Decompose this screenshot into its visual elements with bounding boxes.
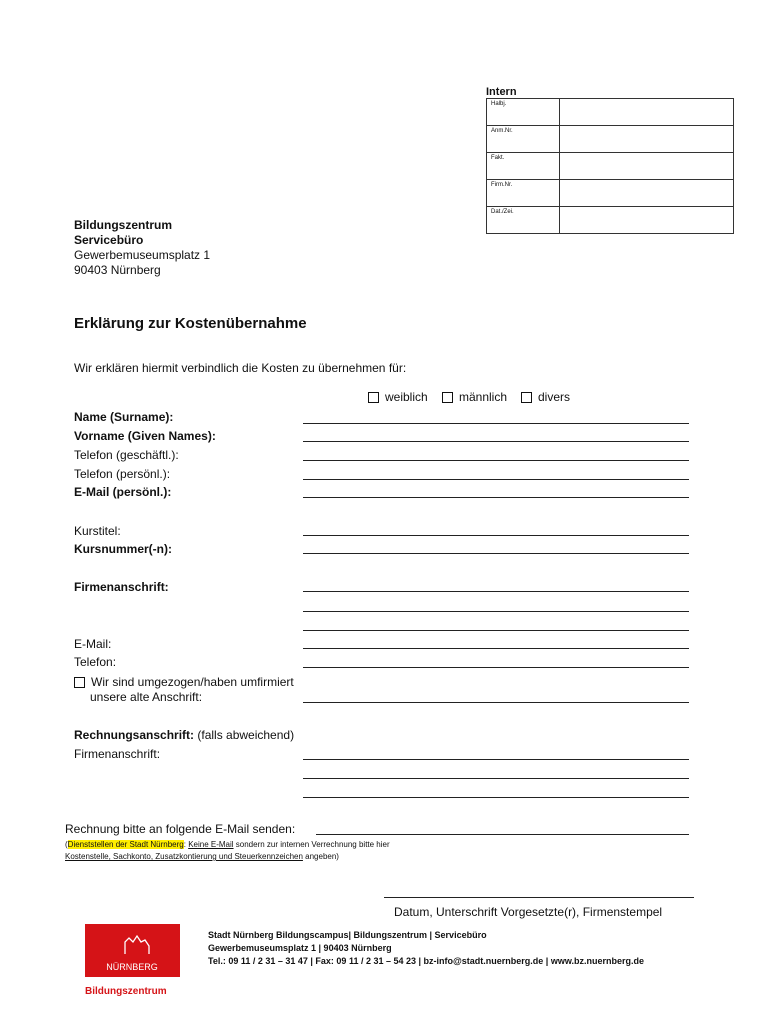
kurstitel-label: Kurstitel: [74, 524, 121, 538]
address-line1: Bildungszentrum [74, 218, 172, 232]
footer-line3: Tel.: 09 11 / 2 31 – 31 47 | Fax: 09 11 / 2 31 – 54 23 | bz-info@stadt.nuernberg.de | www.bz.nuernberg.de [208, 956, 644, 966]
note-underline: Kostenstelle, Sachkonto, Zusatzkontierung und Steuerkennzeichen [65, 852, 303, 861]
firmenanschrift-field-2[interactable] [303, 611, 689, 612]
firmenanschrift-field-3[interactable] [303, 630, 689, 631]
moved-option[interactable] [74, 675, 294, 689]
gender-female[interactable] [368, 390, 428, 404]
rechnungsanschrift-label: Rechnungsanschrift: [74, 728, 195, 742]
intern-value-cell[interactable] [560, 207, 734, 234]
intern-row [487, 207, 734, 234]
tel-private-label: Telefon (persönl.): [74, 467, 171, 481]
note-text: sondern zur internen Verrechnung bitte hier [233, 840, 390, 849]
firmenanschrift2-label: Firmenanschrift: [74, 747, 161, 761]
tel-work-label: Telefon (geschäftl.): [74, 448, 179, 462]
email-label: E-Mail: [74, 637, 112, 651]
intern-table [486, 98, 734, 234]
gender-female-label: weiblich [385, 390, 428, 404]
intern-row [487, 99, 734, 126]
email-private-label: E-Mail (persönl.): [74, 485, 172, 499]
logo-city-text: NÜRNBERG [106, 962, 158, 972]
address-line3: Gewerbemuseumsplatz 1 [74, 248, 211, 262]
intern-title: Intern [486, 86, 517, 98]
checkbox-icon[interactable] [74, 677, 85, 688]
moved-label: Wir sind umgezogen/haben umfirmiert [91, 675, 294, 689]
intern-label: Dat./Zei. [487, 207, 560, 234]
intern-value-cell[interactable] [560, 180, 734, 207]
nuernberg-logo [85, 924, 180, 977]
invoice-note-line2 [65, 852, 339, 861]
intern-row [487, 180, 734, 207]
intro-text: Wir erklären hiermit verbindlich die Kosten zu übernehmen für: [74, 361, 407, 375]
note-underline: Keine E-Mail [188, 840, 234, 849]
checkbox-icon[interactable] [521, 392, 532, 403]
rechnungsanschrift-note: (falls abweichend) [197, 728, 295, 742]
kursnummer-label: Kursnummer(-n): [74, 542, 172, 556]
vorname-field[interactable] [303, 441, 689, 442]
email-field[interactable] [303, 648, 689, 649]
note-highlight: Dienststellen der Stadt Nürnberg [67, 840, 184, 849]
name-field[interactable] [303, 423, 689, 424]
intern-label: Halbj. [487, 99, 560, 126]
intern-value-cell[interactable] [560, 153, 734, 180]
old-address-label: unsere alte Anschrift: [90, 690, 203, 704]
intern-label: Anm.Nr. [487, 126, 560, 153]
address-line2: Servicebüro [74, 233, 144, 247]
tel-work-field[interactable] [303, 460, 689, 461]
gender-male[interactable] [442, 390, 507, 404]
invoice-email-label: Rechnung bitte an folgende E-Mail senden: [65, 822, 296, 836]
gender-male-label: männlich [459, 390, 508, 404]
castle-icon [85, 924, 180, 977]
rechnung-address-field-3[interactable] [303, 797, 689, 798]
gender-diverse-label: divers [538, 390, 571, 404]
signature-field[interactable] [384, 897, 694, 898]
checkbox-icon[interactable] [442, 392, 453, 403]
invoice-email-field[interactable] [316, 834, 689, 835]
tel-private-field[interactable] [303, 479, 689, 480]
telefon-field[interactable] [303, 667, 689, 668]
telefon-label: Telefon: [74, 655, 117, 669]
vorname-label: Vorname (Given Names): [74, 429, 216, 443]
note-text: angeben) [302, 852, 339, 861]
invoice-note-line1: (Dienststellen der Stadt Nürnberg: Keine E-Mail sondern zur internen Verrechnung bitte hier [65, 840, 390, 849]
rechnung-address-field-2[interactable] [303, 778, 689, 779]
old-address-field[interactable] [303, 702, 689, 703]
form-title: Erklärung zur Kostenübernahme [74, 315, 307, 332]
intern-row [487, 126, 734, 153]
address-line4: 90403 Nürnberg [74, 263, 161, 277]
intern-label: Fakt. [487, 153, 560, 180]
firmenanschrift-field-1[interactable] [303, 591, 689, 592]
rechnung-address-field-1[interactable] [303, 759, 689, 760]
rechnungsanschrift-heading [74, 728, 294, 742]
intern-value-cell[interactable] [560, 126, 734, 153]
firmenanschrift-label: Firmenanschrift: [74, 580, 169, 594]
intern-value-cell[interactable] [560, 99, 734, 126]
logo-subtitle: Bildungszentrum [85, 986, 167, 997]
email-private-field[interactable] [303, 497, 689, 498]
signature-label: Datum, Unterschrift Vorgesetzte(r), Firmenstempel [394, 905, 663, 919]
kurstitel-field[interactable] [303, 535, 689, 536]
intern-row [487, 153, 734, 180]
footer-line1: Stadt Nürnberg Bildungscampus| Bildungszentrum | Servicebüro [208, 930, 487, 940]
gender-diverse[interactable] [521, 390, 570, 404]
intern-label: Firm.Nr. [487, 180, 560, 207]
name-label: Name (Surname): [74, 410, 174, 424]
footer-line2: Gewerbemuseumsplatz 1 | 90403 Nürnberg [208, 943, 392, 953]
kursnummer-field[interactable] [303, 553, 689, 554]
checkbox-icon[interactable] [368, 392, 379, 403]
